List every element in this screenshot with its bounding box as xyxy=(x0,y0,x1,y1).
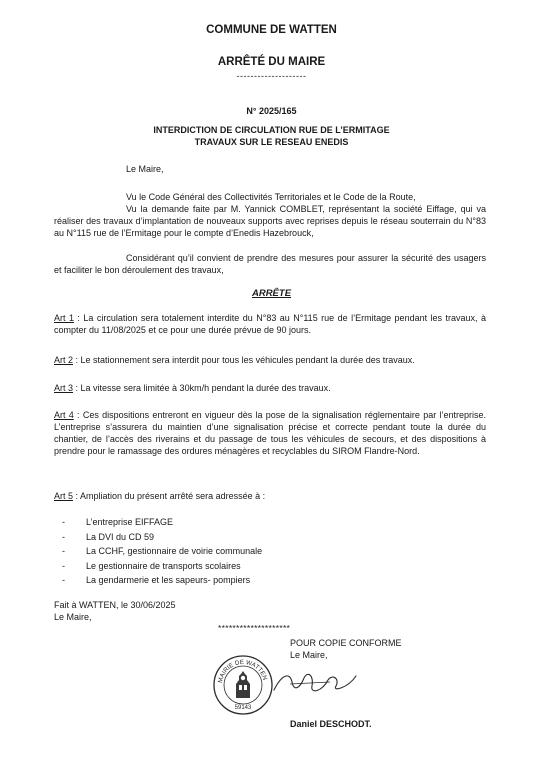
article-2-label: Art 2 xyxy=(54,355,74,365)
svg-text:MAIRIE DE WATTEN: MAIRIE DE WATTEN xyxy=(217,658,269,684)
considerant: Considérant qu’il convient de prendre des mesures pour assurer la sécurité des usagers et faciliter le bon déroulement des travaux, xyxy=(54,253,486,275)
copie-conforme: POUR COPIE CONFORME xyxy=(290,638,402,648)
article-4-text: : Ces dispositions entreront en vigueur dès la pose de la signalisation réglementaire par l’entreprise. L’entreprise s’assurera du maintien d’une signalisation précise et correcte pendant toute la durée du chantier, de l’accès des riverains et du passage de tous les véhicules de secours, et des dispositions à prendre pour le ramassage des ordures ménagères et recyclables du SIROM Flandre-Nord. xyxy=(54,410,486,456)
list-item: - La DVI du CD 59 xyxy=(62,531,155,542)
article-3-label: Art 3 xyxy=(54,383,74,393)
commune-header: COMMUNE DE WATTEN xyxy=(206,24,337,36)
article-5 xyxy=(54,490,486,502)
article-1 xyxy=(54,312,486,336)
subject-line-1: INTERDICTION DE CIRCULATION RUE DE L’ERMITAGE xyxy=(153,125,390,135)
mairie-seal-stamp xyxy=(212,654,274,716)
article-2 xyxy=(54,354,486,366)
svg-text:59143: 59143 xyxy=(234,705,252,711)
fait-a: Fait à WATTEN, le 30/06/2025 xyxy=(54,600,176,610)
salutation: Le Maire, xyxy=(126,164,164,174)
ampliation-list xyxy=(54,515,486,588)
article-1-label: Art 1 xyxy=(54,313,74,323)
le-maire-signature-label: Le Maire, xyxy=(290,650,328,660)
list-item: - La gendarmerie et les sapeurs- pompiers xyxy=(62,575,251,585)
list-item: - Le gestionnaire de transports scolaires xyxy=(62,560,241,571)
article-3-text: : La vitesse sera limitée à 30km/h pendant la durée des travaux. xyxy=(73,383,331,393)
subject-line-2: TRAVAUX SUR LE RESEAU ENEDIS xyxy=(194,137,349,147)
article-4 xyxy=(54,409,486,457)
list-item: - La CCHF, gestionnaire de voirie communale xyxy=(62,546,263,556)
list-item: - L’entreprise EIFFAGE xyxy=(62,517,174,527)
article-5-label: Art 5 xyxy=(54,491,74,501)
article-4-label: Art 4 xyxy=(54,410,74,420)
arrete-number: N° 2025/165 xyxy=(246,106,297,116)
document-type-title: ARRÊTÉ DU MAIRE xyxy=(217,56,326,68)
stars-separator: ******************** xyxy=(218,623,291,633)
le-maire-closing: Le Maire, xyxy=(54,612,92,622)
mayor-signature xyxy=(270,668,360,698)
mayor-name: Daniel DESCHODT. xyxy=(290,719,372,729)
vu-code: Vu le Code Général des Collectivités Territoriales et le Code de la Route, xyxy=(126,192,416,202)
vu-demande: Vu la demande faite par M. Yannick COMBLET, représentant la société Eiffage, qui va réaliser des travaux d’implantation de nouveaux supports avec reprises depuis le réseau souterrain du N°83 au N°115 rue de l’Ermitage pour le compte d’Enedis Hazebrouck, xyxy=(54,204,486,238)
arrete-section-title: ARRÊTE xyxy=(251,288,292,299)
article-5-text: : Ampliation du présent arrêté sera adressée à : xyxy=(73,491,266,501)
article-3 xyxy=(54,382,486,394)
article-1-text: : La circulation sera totalement interdite du N°83 au N°115 rue de l’Ermitage pendant les travaux, à compter du 11/08/2025 et ce pour une durée prévue de 90 jours. xyxy=(54,313,486,335)
title-separator: -------------------- xyxy=(236,71,307,81)
article-2-text: : Le stationnement sera interdit pour tous les véhicules pendant la durée des travaux. xyxy=(73,355,415,365)
